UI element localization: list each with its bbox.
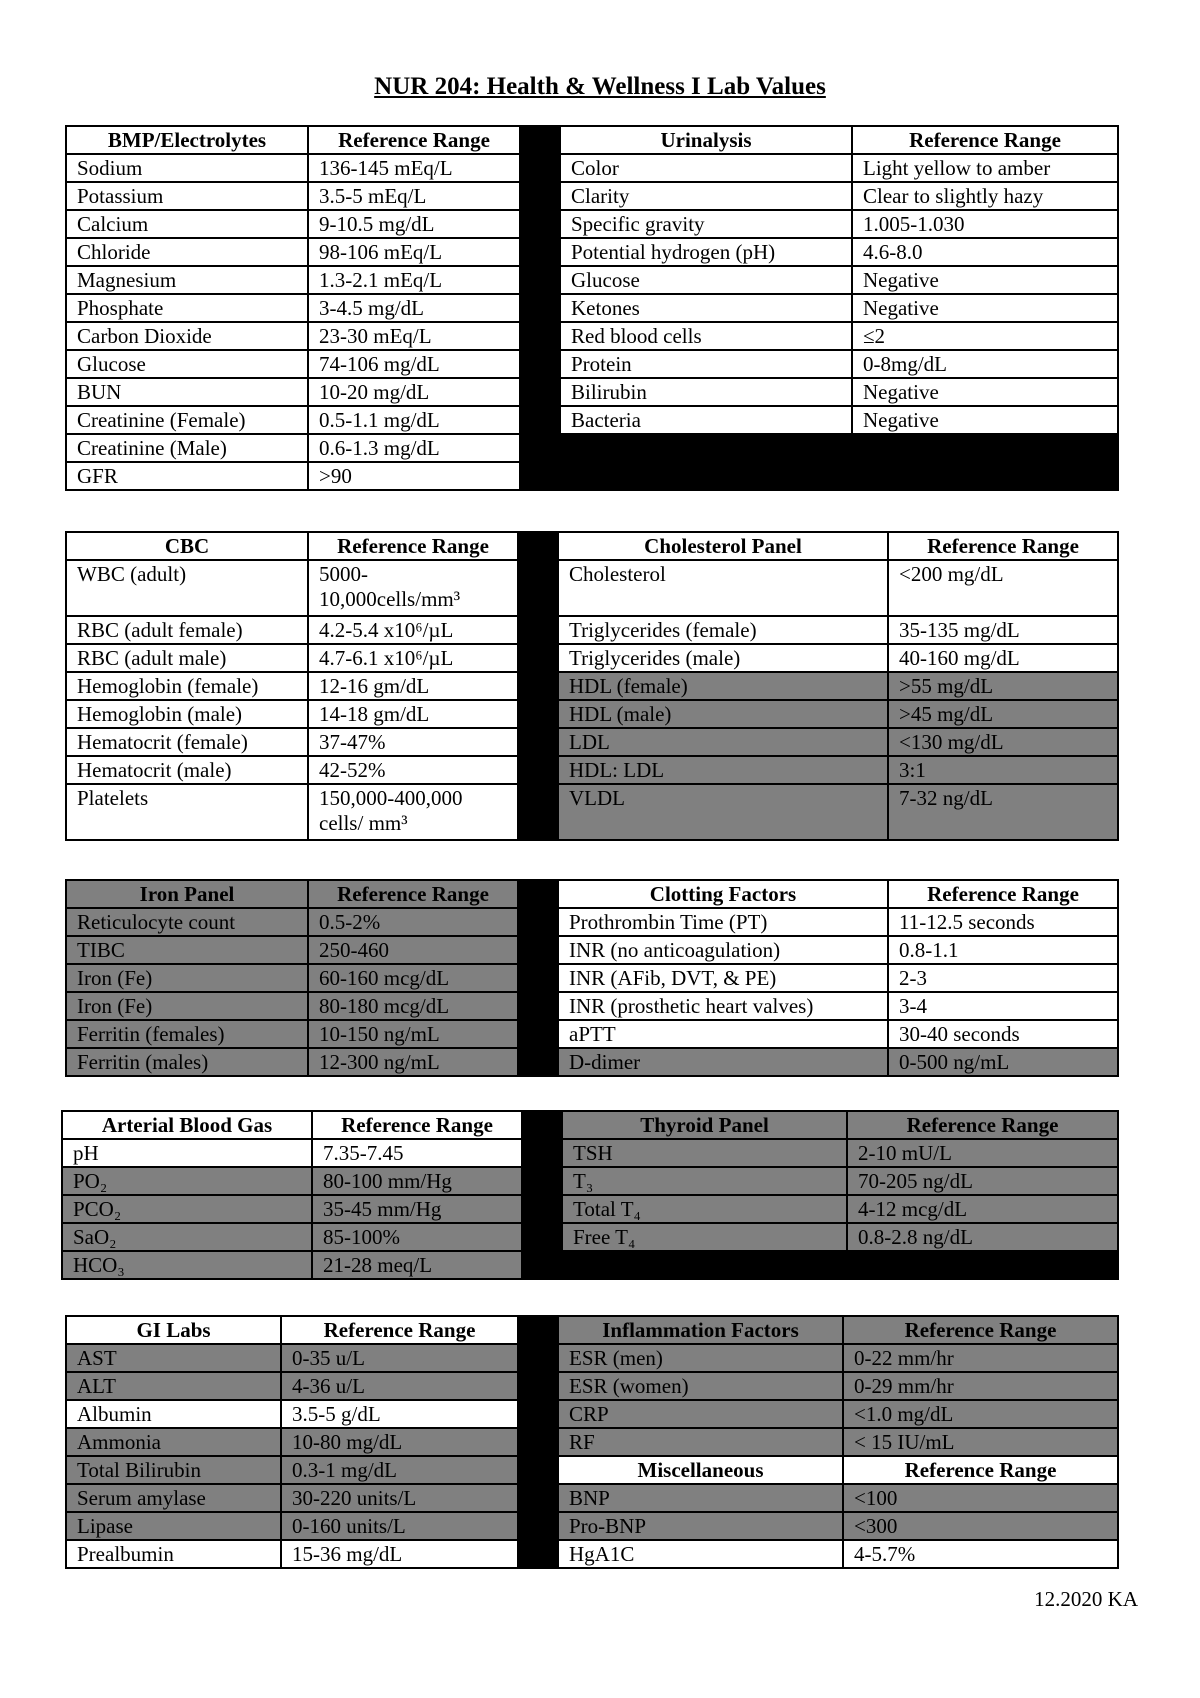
reference-range: 5000-10,000cells/mm³ <box>308 560 518 616</box>
test-name: AST <box>66 1344 281 1372</box>
reference-range: 30-220 units/L <box>281 1484 518 1512</box>
reference-range: 9-10.5 mg/dL <box>308 210 520 238</box>
header-cell: Miscellaneous <box>558 1456 843 1484</box>
table-row <box>62 1223 1118 1251</box>
test-name: Ammonia <box>66 1428 281 1456</box>
reference-range: <100 <box>843 1484 1118 1512</box>
reference-range: 3-4.5 mg/dL <box>308 294 520 322</box>
header-cell: CBC <box>66 532 308 560</box>
test-name: Hematocrit (male) <box>66 756 308 784</box>
header-cell: Thyroid Panel <box>562 1111 847 1139</box>
reference-range: 15-36 mg/dL <box>281 1540 518 1568</box>
test-name: Sodium <box>66 154 308 182</box>
reference-range: 10-150 ng/mL <box>308 1020 518 1048</box>
test-name: Platelets <box>66 784 308 840</box>
table-row <box>62 1167 1118 1195</box>
test-name: Glucose <box>560 266 852 294</box>
reference-range: 136-145 mEq/L <box>308 154 520 182</box>
table-row <box>62 1195 1118 1223</box>
test-name: Lipase <box>66 1512 281 1540</box>
header-cell: Reference Range <box>847 1111 1118 1139</box>
test-name: Iron (Fe) <box>66 992 308 1020</box>
reference-range: 7.35-7.45 <box>312 1139 522 1167</box>
reference-range: Clear to slightly hazy <box>852 182 1118 210</box>
test-name: PO₂ <box>62 1167 312 1195</box>
table-row <box>66 378 1118 406</box>
table-row <box>66 1540 1118 1568</box>
test-name: Protein <box>560 350 852 378</box>
test-name: LDL <box>558 728 888 756</box>
header-cell: Inflammation Factors <box>558 1316 843 1344</box>
reference-range: 3.5-5 mEq/L <box>308 182 520 210</box>
test-name: INR (no anticoagulation) <box>558 936 888 964</box>
table-row <box>66 908 1118 936</box>
test-name: Serum amylase <box>66 1484 281 1512</box>
test-name: TSH <box>562 1139 847 1167</box>
reference-range: Negative <box>852 378 1118 406</box>
test-name: INR (AFib, DVT, & PE) <box>558 964 888 992</box>
reference-range: 1.005-1.030 <box>852 210 1118 238</box>
test-name: CRP <box>558 1400 843 1428</box>
table-row <box>66 1428 1118 1456</box>
page-title: NUR 204: Health & Wellness I Lab Values <box>374 73 826 100</box>
reference-range: 4.7-6.1 x10⁶/µL <box>308 644 518 672</box>
table-header-row <box>66 880 1118 908</box>
header-cell: GI Labs <box>66 1316 281 1344</box>
table-row <box>66 1372 1118 1400</box>
test-name: Triglycerides (female) <box>558 616 888 644</box>
test-name: Potassium <box>66 182 308 210</box>
test-name: Clarity <box>560 182 852 210</box>
reference-range: >55 mg/dL <box>888 672 1118 700</box>
test-name: Hemoglobin (female) <box>66 672 308 700</box>
table-row <box>66 434 1118 462</box>
bmp-urinalysis-table <box>65 125 1119 491</box>
header-cell: Clotting Factors <box>558 880 888 908</box>
test-name: Creatinine (Female) <box>66 406 308 434</box>
header-cell: Reference Range <box>888 532 1118 560</box>
reference-range: Negative <box>852 294 1118 322</box>
table-row <box>66 350 1118 378</box>
test-name: pH <box>62 1139 312 1167</box>
table-row <box>66 154 1118 182</box>
table-row <box>66 1456 1118 1484</box>
reference-range: 74-106 mg/dL <box>308 350 520 378</box>
test-name: Magnesium <box>66 266 308 294</box>
header-cell: Iron Panel <box>66 880 308 908</box>
test-name: Bilirubin <box>560 378 852 406</box>
test-name: Pro-BNP <box>558 1512 843 1540</box>
test-name: Glucose <box>66 350 308 378</box>
reference-range: 40-160 mg/dL <box>888 644 1118 672</box>
header-cell: Reference Range <box>308 880 518 908</box>
test-name: VLDL <box>558 784 888 840</box>
table-row <box>66 1344 1118 1372</box>
table-row <box>66 964 1118 992</box>
test-name: Cholesterol <box>558 560 888 616</box>
reference-range: 0-500 ng/mL <box>888 1048 1118 1076</box>
test-name: Potential hydrogen (pH) <box>560 238 852 266</box>
table-row <box>66 560 1118 616</box>
table-row <box>66 672 1118 700</box>
test-name: ESR (women) <box>558 1372 843 1400</box>
reference-range: 0-22 mm/hr <box>843 1344 1118 1372</box>
test-name: WBC (adult) <box>66 560 308 616</box>
test-name: HDL (male) <box>558 700 888 728</box>
test-name: INR (prosthetic heart valves) <box>558 992 888 1020</box>
reference-range: 0.8-2.8 ng/dL <box>847 1223 1118 1251</box>
table-row <box>66 644 1118 672</box>
reference-range: 85-100% <box>312 1223 522 1251</box>
reference-range: 150,000-400,000 cells/ mm³ <box>308 784 518 840</box>
reference-range: 60-160 mcg/dL <box>308 964 518 992</box>
reference-range: 30-40 seconds <box>888 1020 1118 1048</box>
reference-range: 0.5-1.1 mg/dL <box>308 406 520 434</box>
table-row <box>66 1512 1118 1540</box>
table-row <box>66 1020 1118 1048</box>
reference-range: 4-5.7% <box>843 1540 1118 1568</box>
reference-range: 4.6-8.0 <box>852 238 1118 266</box>
reference-range: 0.3-1 mg/dL <box>281 1456 518 1484</box>
test-name: RBC (adult female) <box>66 616 308 644</box>
reference-range: 70-205 ng/dL <box>847 1167 1118 1195</box>
table-header-row <box>66 532 1118 560</box>
table-row <box>62 1251 1118 1279</box>
test-name: Free T₄ <box>562 1223 847 1251</box>
reference-range: 10-80 mg/dL <box>281 1428 518 1456</box>
reference-range: 35-135 mg/dL <box>888 616 1118 644</box>
reference-range: >45 mg/dL <box>888 700 1118 728</box>
table-row <box>66 238 1118 266</box>
table-row <box>66 700 1118 728</box>
reference-range: Light yellow to amber <box>852 154 1118 182</box>
reference-range: Negative <box>852 266 1118 294</box>
blank-cell <box>562 1251 1118 1279</box>
reference-range: 12-16 gm/dL <box>308 672 518 700</box>
reference-range: 98-106 mEq/L <box>308 238 520 266</box>
test-name: Color <box>560 154 852 182</box>
reference-range: 4-12 mcg/dL <box>847 1195 1118 1223</box>
header-cell: Reference Range <box>843 1316 1118 1344</box>
test-name: ESR (men) <box>558 1344 843 1372</box>
test-name: Specific gravity <box>560 210 852 238</box>
test-name: HCO₃ <box>62 1251 312 1279</box>
reference-range: < 15 IU/mL <box>843 1428 1118 1456</box>
test-name: RF <box>558 1428 843 1456</box>
table-row <box>66 266 1118 294</box>
reference-range: 2-3 <box>888 964 1118 992</box>
test-name: HgA1C <box>558 1540 843 1568</box>
abg-thyroid-table <box>61 1110 1119 1280</box>
test-name: Prothrombin Time (PT) <box>558 908 888 936</box>
table-row <box>66 322 1118 350</box>
test-name: Triglycerides (male) <box>558 644 888 672</box>
header-cell: Reference Range <box>308 126 520 154</box>
header-cell: BMP/Electrolytes <box>66 126 308 154</box>
reference-range: 12-300 ng/mL <box>308 1048 518 1076</box>
test-name: Iron (Fe) <box>66 964 308 992</box>
table-row <box>66 1048 1118 1076</box>
test-name: TIBC <box>66 936 308 964</box>
reference-range: 35-45 mm/Hg <box>312 1195 522 1223</box>
test-name: RBC (adult male) <box>66 644 308 672</box>
reference-range: 4.2-5.4 x10⁶/µL <box>308 616 518 644</box>
test-name: Total T₄ <box>562 1195 847 1223</box>
divider <box>520 126 560 490</box>
test-name: GFR <box>66 462 308 490</box>
reference-range: 21-28 meq/L <box>312 1251 522 1279</box>
test-name: Prealbumin <box>66 1540 281 1568</box>
table-row <box>66 1484 1118 1512</box>
reference-range: 0-160 units/L <box>281 1512 518 1540</box>
test-name: BUN <box>66 378 308 406</box>
reference-range: 0-29 mm/hr <box>843 1372 1118 1400</box>
reference-range: 0-35 u/L <box>281 1344 518 1372</box>
test-name: Hematocrit (female) <box>66 728 308 756</box>
reference-range: <1.0 mg/dL <box>843 1400 1118 1428</box>
table-row <box>66 182 1118 210</box>
test-name: aPTT <box>558 1020 888 1048</box>
reference-range: 0.8-1.1 <box>888 936 1118 964</box>
divider <box>518 1316 558 1568</box>
reference-range: 0-8mg/dL <box>852 350 1118 378</box>
reference-range: 250-460 <box>308 936 518 964</box>
reference-range: 3-4 <box>888 992 1118 1020</box>
table-row <box>66 992 1118 1020</box>
reference-range: 11-12.5 seconds <box>888 908 1118 936</box>
table-header-row <box>66 126 1118 154</box>
test-name: Creatinine (Male) <box>66 434 308 462</box>
divider <box>518 880 558 1076</box>
table-header-row <box>66 1316 1118 1344</box>
reference-range: 7-32 ng/dL <box>888 784 1118 840</box>
reference-range: 10-20 mg/dL <box>308 378 520 406</box>
test-name: Phosphate <box>66 294 308 322</box>
reference-range: 42-52% <box>308 756 518 784</box>
reference-range: <200 mg/dL <box>888 560 1118 616</box>
test-name: Total Bilirubin <box>66 1456 281 1484</box>
table-row <box>66 936 1118 964</box>
reference-range: 23-30 mEq/L <box>308 322 520 350</box>
test-name: Red blood cells <box>560 322 852 350</box>
table-row <box>62 1139 1118 1167</box>
test-name: Chloride <box>66 238 308 266</box>
reference-range: 3:1 <box>888 756 1118 784</box>
test-name: Albumin <box>66 1400 281 1428</box>
header-cell: Reference Range <box>888 880 1118 908</box>
test-name: Hemoglobin (male) <box>66 700 308 728</box>
table-row <box>66 1400 1118 1428</box>
divider <box>518 532 558 840</box>
reference-range: 80-180 mcg/dL <box>308 992 518 1020</box>
table-row <box>66 406 1118 434</box>
test-name: Ketones <box>560 294 852 322</box>
header-cell: Reference Range <box>308 532 518 560</box>
table-row <box>66 294 1118 322</box>
test-name: D-dimer <box>558 1048 888 1076</box>
test-name: Carbon Dioxide <box>66 322 308 350</box>
test-name: Ferritin (males) <box>66 1048 308 1076</box>
reference-range: >90 <box>308 462 520 490</box>
reference-range: 37-47% <box>308 728 518 756</box>
reference-range: <130 mg/dL <box>888 728 1118 756</box>
reference-range: 1.3-2.1 mEq/L <box>308 266 520 294</box>
reference-range: 4-36 u/L <box>281 1372 518 1400</box>
test-name: HDL: LDL <box>558 756 888 784</box>
table-row <box>66 728 1118 756</box>
test-name: ALT <box>66 1372 281 1400</box>
table-header-row <box>62 1111 1118 1139</box>
reference-range: ≤2 <box>852 322 1118 350</box>
divider <box>522 1111 562 1279</box>
reference-range: <300 <box>843 1512 1118 1540</box>
test-name: HDL (female) <box>558 672 888 700</box>
cbc-cholesterol-table <box>65 531 1119 841</box>
test-name: Calcium <box>66 210 308 238</box>
header-cell: Reference Range <box>852 126 1118 154</box>
reference-range: 2-10 mU/L <box>847 1139 1118 1167</box>
reference-range: 3.5-5 g/dL <box>281 1400 518 1428</box>
test-name: SaO₂ <box>62 1223 312 1251</box>
table-row <box>66 210 1118 238</box>
table-row <box>66 616 1118 644</box>
gi-inflammation-table <box>65 1315 1119 1569</box>
test-name: Ferritin (females) <box>66 1020 308 1048</box>
test-name: Reticulocyte count <box>66 908 308 936</box>
test-name: PCO₂ <box>62 1195 312 1223</box>
header-cell: Urinalysis <box>560 126 852 154</box>
header-cell: Reference Range <box>312 1111 522 1139</box>
table-row <box>66 756 1118 784</box>
footer-note: 12.2020 KA <box>1034 1587 1138 1611</box>
test-name: T₃ <box>562 1167 847 1195</box>
header-cell: Reference Range <box>843 1456 1118 1484</box>
reference-range: 80-100 mm/Hg <box>312 1167 522 1195</box>
header-cell: Cholesterol Panel <box>558 532 888 560</box>
iron-clotting-table <box>65 879 1119 1077</box>
reference-range: 14-18 gm/dL <box>308 700 518 728</box>
reference-range: 0.5-2% <box>308 908 518 936</box>
test-name: BNP <box>558 1484 843 1512</box>
reference-range: 0.6-1.3 mg/dL <box>308 434 520 462</box>
blank-cell <box>560 434 1118 490</box>
table-row <box>66 784 1118 840</box>
header-cell: Arterial Blood Gas <box>62 1111 312 1139</box>
reference-range: Negative <box>852 406 1118 434</box>
test-name: Bacteria <box>560 406 852 434</box>
header-cell: Reference Range <box>281 1316 518 1344</box>
